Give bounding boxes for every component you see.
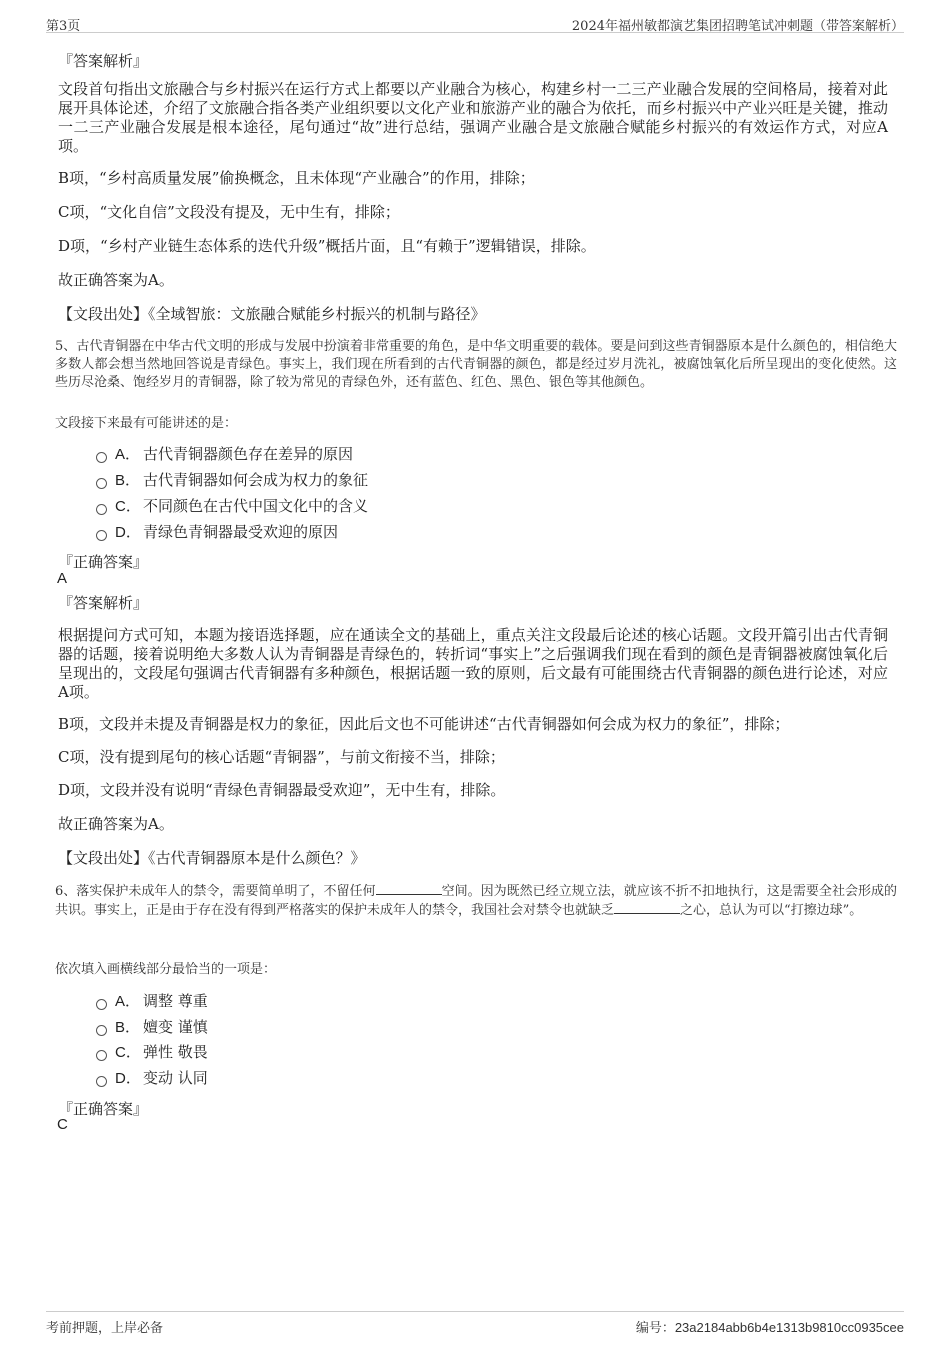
analysis-option-c: C项，没有提到尾句的核心话题“青铜器”，与前文衔接不当，排除； (58, 748, 505, 766)
radio-icon[interactable] (96, 452, 107, 463)
option-text: 古代青铜器颜色存在差异的原因 (143, 445, 354, 463)
question-6-option-c[interactable]: C． 弹性 敬畏 (96, 1041, 208, 1063)
option-text: 古代青铜器如何会成为权力的象征 (143, 471, 369, 489)
page-footer (46, 1311, 904, 1338)
analysis-conclusion: 故正确答案为A。 (58, 271, 174, 289)
footer-slogan: 考前押题，上岸必备 (46, 1321, 164, 1336)
analysis-paragraph: 文段首句指出文旅融合与乡村振兴在运行方式上都要以产业融合为核心，构建乡村一二三产业融合发展的空间格局，接着对此展开具体论述，介绍了文旅融合指各类产业组织要以文化产业和旅游产业的融合为依托，而乡村振兴中产业兴旺是关键，推动一二三产业融合发展是根本途径，尾句通过“故”进行总结，强调产业融合是文旅融合赋能乡村振兴的有效运作方式，对应A项。 (58, 80, 888, 155)
fill-blank-2 (614, 901, 680, 914)
analysis-paragraph: 根据提问方式可知，本题为接语选择题，应在通读全文的基础上，重点关注文段最后论述的核心话题。文段开篇引出古代青铜器的话题，接着说明绝大多数人认为青铜器是青绿色的，转折词“事实上”之后强调我们现在看到的颜色是青铜器被腐蚀氧化后呈现出的，文段尾句强调古代青铜器有多种颜色，根据话题一致的原则，后文最有可能围绕古代青铜器的颜色进行论述，对应A项。 (58, 626, 888, 701)
analysis-option-b: B项，文段并未提及青铜器是权力的象征，因此后文也不可能讲述“古代青铜器如何会成为权力的象征”，排除； (58, 715, 790, 733)
radio-icon[interactable] (96, 1076, 107, 1087)
radio-icon[interactable] (96, 478, 107, 489)
page-number: 第3页 (46, 19, 81, 34)
question-5-prompt: 文段接下来最有可能讲述的是： (55, 416, 238, 431)
question-5-option-d[interactable]: D． 青绿色青铜器最受欢迎的原因 (96, 521, 338, 543)
question-5-option-c[interactable]: C． 不同颜色在古代中国文化中的含义 (96, 495, 368, 517)
option-text: 嬗变 谨慎 (143, 1018, 208, 1036)
question-5-option-a[interactable]: A． 古代青铜器颜色存在差异的原因 (96, 443, 353, 465)
analysis-option-b: B项，“乡村高质量发展”偷换概念，且未体现“产业融合”的作用，排除； (58, 169, 535, 187)
passage-source: 【文段出处】《古代青铜器原本是什么颜色？》 (58, 849, 366, 867)
option-text: 变动 认同 (143, 1069, 208, 1087)
analysis-label: 『答案解析』 (58, 594, 149, 612)
analysis-option-d: D项，“乡村产业链生态体系的迭代升级”概括片面，且“有赖于”逻辑错误，排除。 (58, 237, 596, 255)
analysis-option-c: C项，“文化自信”文段没有提及，无中生有，排除； (58, 203, 400, 221)
question-6-option-b[interactable]: B． 嬗变 谨慎 (96, 1016, 208, 1038)
correct-answer-value: A (57, 570, 68, 587)
document-title: 2024年福州敏都演艺集团招聘笔试冲刺题（带答案解析） (571, 19, 904, 34)
question-6-option-d[interactable]: D． 变动 认同 (96, 1067, 208, 1089)
correct-answer-label: 『正确答案』 (58, 1100, 149, 1118)
fill-blank-1 (376, 882, 442, 895)
radio-icon[interactable] (96, 999, 107, 1010)
question-6-text: 6、落实保护未成年人的禁令，需要简单明了，不留任何 空间。因为既然已经立规立法，就应该不折不扣地执行，这是需要全社会形成的共识。事实上，正是由于存在没有得到严格落实的保护未成年人的禁令，我国社会对禁令也就缺乏 之心，总认为可以“打擦边球”。 (55, 884, 897, 918)
page-header (46, 12, 904, 33)
question-5-text: 5、古代青铜器在中华古代文明的形成与发展中扮演着非常重要的角色，是中华文明重要的载体。要是问到这些青铜器原本是什么颜色的，相信绝大多数人都会想当然地回答说是青绿色。事实上，我们现在所看到的古代青铜器的颜色，都是经过岁月洗礼，被腐蚀氧化后所呈现出的变化使然。这些历尽沧桑、饱经岁月的青铜器，除了较为常见的青绿色外，还有蓝色、红色、黑色、银色等其他颜色。 (55, 339, 897, 390)
passage-source: 【文段出处】《全域智旅：文旅融合赋能乡村振兴的机制与路径》 (58, 305, 486, 323)
option-text: 不同颜色在古代中国文化中的含义 (143, 497, 369, 515)
question-5-option-b[interactable]: B． 古代青铜器如何会成为权力的象征 (96, 469, 368, 491)
radio-icon[interactable] (96, 530, 107, 541)
document-code: 编号：23a2184abb6b4e1313b9810cc0935cee (635, 1320, 904, 1336)
option-text: 弹性 敬畏 (143, 1043, 208, 1061)
correct-answer-label: 『正确答案』 (58, 553, 149, 571)
option-text: 青绿色青铜器最受欢迎的原因 (143, 523, 339, 541)
analysis-label: 『答案解析』 (58, 52, 149, 70)
radio-icon[interactable] (96, 1050, 107, 1061)
analysis-conclusion: 故正确答案为A。 (58, 815, 174, 833)
question-6-option-a[interactable]: A． 调整 尊重 (96, 990, 208, 1012)
correct-answer-value: C (57, 1116, 68, 1133)
question-6-prompt: 依次填入画横线部分最恰当的一项是： (55, 962, 277, 977)
radio-icon[interactable] (96, 504, 107, 515)
radio-icon[interactable] (96, 1025, 107, 1036)
option-text: 调整 尊重 (143, 992, 208, 1010)
analysis-option-d: D项，文段并没有说明“青绿色青铜器最受欢迎”，无中生有，排除。 (58, 781, 506, 799)
